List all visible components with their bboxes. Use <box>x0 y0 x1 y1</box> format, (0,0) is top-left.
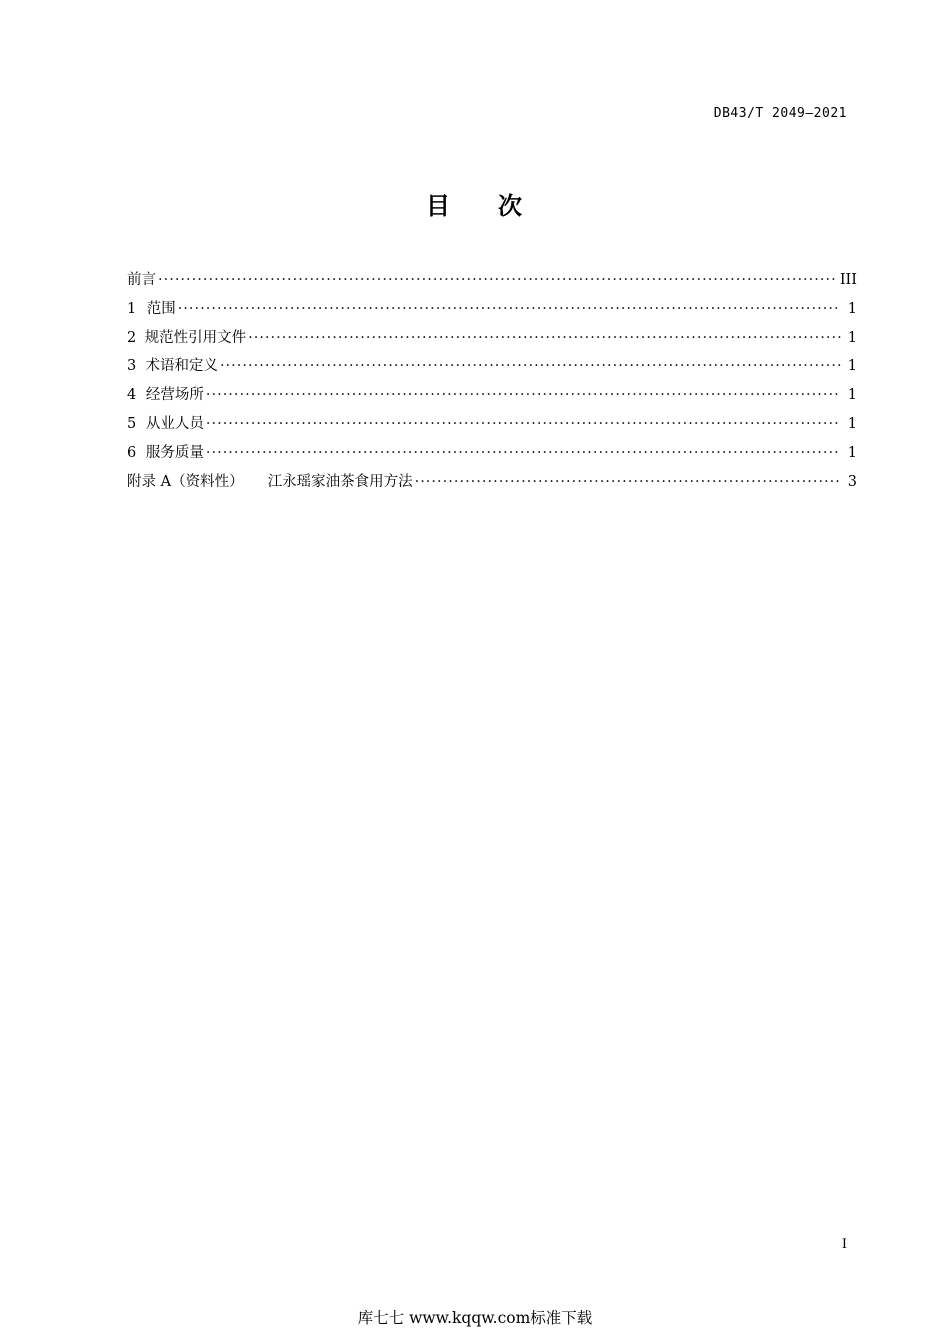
toc-entry-label: 服务质量 <box>145 444 204 461</box>
toc-entry-service-quality[interactable] <box>127 439 857 468</box>
toc-entry-premises[interactable] <box>127 381 857 410</box>
document-code: DB43/T 2049—2021 <box>713 106 847 121</box>
toc-entry-number: 1 <box>127 300 137 317</box>
toc-entry-page: 3 <box>847 473 857 490</box>
appendix-title: 江永瑶家油茶食用方法 <box>267 473 413 490</box>
toc-leader-dots <box>415 468 841 497</box>
toc-entry-foreword[interactable] <box>127 266 857 295</box>
toc-leader-dots <box>206 410 841 439</box>
footer-watermark-text: 库七七 www.kqqw.com标准下载 <box>357 1309 593 1327</box>
title-char-1: 目 <box>426 192 452 220</box>
appendix-label: 附录 A（资料性） <box>127 473 244 490</box>
toc-entry-label: 规范性引用文件 <box>144 329 247 346</box>
page-number: I <box>841 1237 847 1252</box>
toc-entry-number: 3 <box>127 358 137 375</box>
toc-entry-number: 2 <box>127 329 137 346</box>
toc-entry-appendix-a[interactable] <box>127 468 857 497</box>
toc-entry-page: 1 <box>847 415 857 432</box>
toc-entry-page: III <box>839 272 857 288</box>
toc-entry-number: 5 <box>127 415 137 432</box>
toc-leader-dots <box>178 295 841 324</box>
toc-leader-dots <box>248 324 841 353</box>
toc-leader-dots <box>158 266 836 295</box>
toc-entry-scope[interactable] <box>127 295 857 324</box>
toc-leader-dots <box>220 352 841 381</box>
toc-entry-terms[interactable] <box>127 352 857 381</box>
toc-entry-label: 范围 <box>146 300 176 317</box>
toc-entry-page: 1 <box>847 444 857 461</box>
toc-entry-page: 1 <box>847 358 857 375</box>
toc-leader-dots <box>206 381 841 410</box>
toc-entry-page: 1 <box>847 387 857 404</box>
toc-entry-staff[interactable] <box>127 410 857 439</box>
toc-entry-label: 经营场所 <box>145 387 204 404</box>
toc-entry-page: 1 <box>847 300 857 317</box>
toc-entry-number: 6 <box>127 444 137 461</box>
toc-entry-label: 术语和定义 <box>145 358 218 375</box>
toc-entry-label: 前言 <box>127 272 156 288</box>
title-char-2: 次 <box>498 192 524 220</box>
toc-leader-dots <box>206 439 841 468</box>
toc-entry-normative-references[interactable] <box>127 324 857 353</box>
toc-entry-label: 从业人员 <box>145 415 204 432</box>
page-title <box>0 186 950 221</box>
toc-entry-page: 1 <box>847 329 857 346</box>
toc-entry-number: 4 <box>127 387 137 404</box>
table-of-contents <box>127 266 857 496</box>
